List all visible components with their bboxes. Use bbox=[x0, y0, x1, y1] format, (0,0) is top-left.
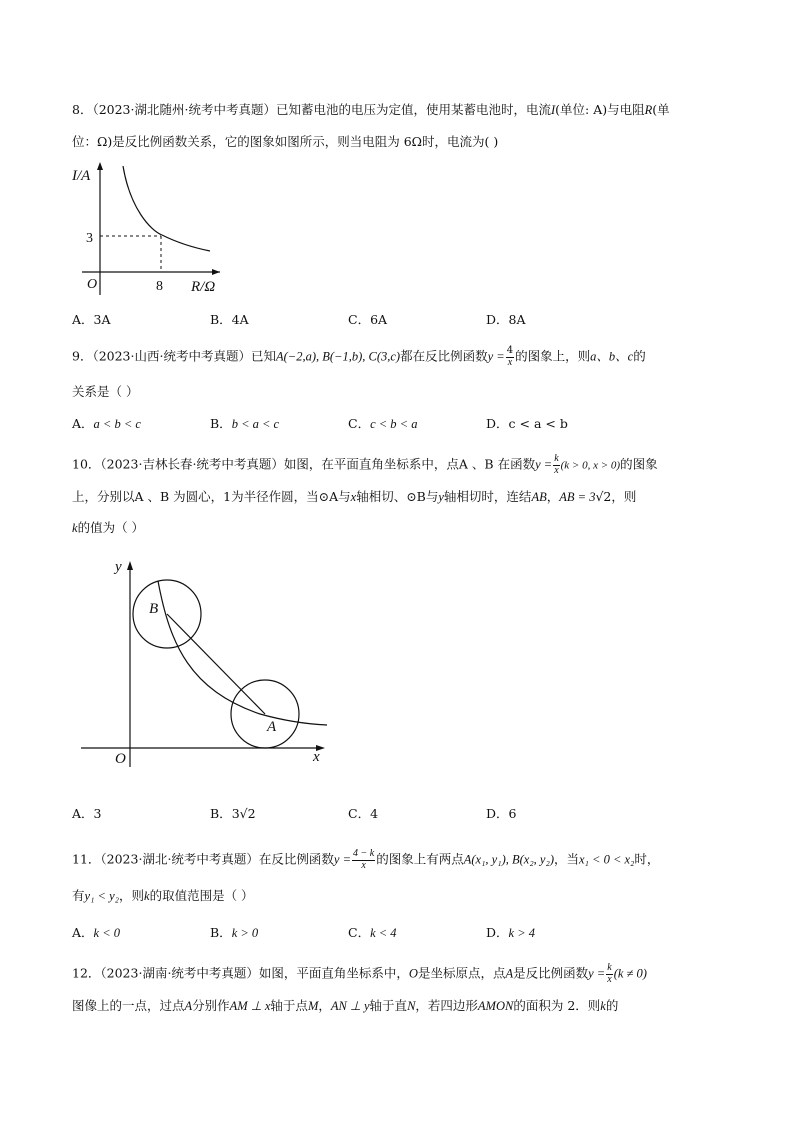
q11-option-c[interactable]: C．k < 4 bbox=[348, 925, 397, 940]
q10-xlabel: x bbox=[313, 749, 320, 765]
q10-fraction: $\frac{k}{x}$ bbox=[554, 453, 559, 476]
q8-ytick: 3 bbox=[86, 231, 93, 246]
q9-option-c[interactable]: C．c < b < a bbox=[348, 416, 418, 431]
q9-stem-line1: 9．（2023·山西·统考中考真题）已知A(−2,a), B(−1,b), C(3,c)都在反比例函数y = $\frac{4}{x}$ 的图象上，则a、b、c的 bbox=[72, 345, 646, 368]
q9-option-d[interactable]: D．c < a < b bbox=[486, 416, 568, 431]
q10-ylabel: y bbox=[115, 559, 122, 575]
q11-option-d[interactable]: D．k > 4 bbox=[486, 925, 536, 940]
q8-stem-line2: 位：Ω)是反比例函数关系，它的图象如图所示，则当电阻为 6Ω时，电流为( ) bbox=[72, 134, 499, 149]
q11-option-a[interactable]: A．k < 0 bbox=[72, 925, 121, 940]
q8-xlabel: R/Ω bbox=[191, 279, 216, 295]
q11-stem-line2: 有y₁ < y₂，则k的取值范围是（ ） bbox=[72, 888, 254, 903]
q8-graph bbox=[70, 160, 230, 300]
q10-stem-line1: 10．（2023·吉林长春·统考中考真题）如图，在平面直角坐标系中，点A 、B 在函数y = $\frac{k}{x}$ (k > 0, x > 0)的图象 bbox=[72, 453, 658, 476]
q9-option-a[interactable]: A．a < b < c bbox=[72, 416, 141, 431]
q10-graph bbox=[75, 555, 335, 770]
q10-point-a: A bbox=[267, 719, 277, 735]
q8-xtick: 8 bbox=[156, 279, 163, 294]
q10-origin: O bbox=[115, 751, 126, 767]
q8-option-c[interactable]: C．6A bbox=[348, 312, 388, 327]
q9-option-b[interactable]: B．b < a < c bbox=[210, 416, 280, 431]
q12-stem-line1: 12．（2023·湖南·统考中考真题）如图，平面直角坐标系中，O是坐标原点，点A是反比例函数y = $\frac{k}{x}$ (k ≠ 0) bbox=[72, 962, 647, 985]
q11-option-b[interactable]: B．k > 0 bbox=[210, 925, 259, 940]
q12-fraction: $\frac{k}{x}$ bbox=[607, 962, 612, 985]
q8-option-a[interactable]: A．3A bbox=[72, 312, 111, 327]
q11-fraction: $\frac{4 - k}{x}$ bbox=[353, 848, 375, 871]
q10-option-d[interactable]: D．6 bbox=[486, 806, 517, 821]
q10-stem-line3: k的值为（ ） bbox=[72, 520, 145, 535]
q9-fraction: $\frac{4}{x}$ bbox=[506, 345, 514, 368]
q10-option-c[interactable]: C．4 bbox=[348, 806, 379, 821]
q11-stem-line1: 11．（2023·湖北·统考中考真题）在反比例函数y = $\frac{4 - k}{x}$ 的图象上有两点A(x₁, y₁), B(x₂, y₂)，当x₁ < 0 < x₂时， bbox=[72, 848, 660, 871]
q12-stem-line2: 图像上的一点，过点A分别作AM ⊥ x轴于点M，AN ⊥ y轴于直N，若四边形AMON的面积为 2．则k的 bbox=[72, 998, 619, 1013]
q10-option-a[interactable]: A．3 bbox=[72, 806, 102, 821]
q8-option-b[interactable]: B．4A bbox=[210, 312, 249, 327]
q8-origin: O bbox=[87, 277, 98, 292]
q10-point-b: B bbox=[149, 601, 159, 617]
q10-stem-line2: 上，分别以A 、B 为圆心，1为半径作圆，当⊙A与x轴相切、⊙B与y轴相切时，连结AB，AB = 3√2，则 bbox=[72, 489, 637, 504]
q9-stem-line2: 关系是（ ） bbox=[72, 384, 139, 399]
q8-ylabel: I/A bbox=[72, 168, 91, 184]
q8-stem-line1: 8．（2023·湖北随州·统考中考真题）已知蓄电池的电压为定值，使用某蓄电池时，电流I(单位: A)与电阻R(单 bbox=[72, 102, 670, 117]
q8-option-d[interactable]: D．8A bbox=[486, 312, 526, 327]
q10-option-b[interactable]: B．3√2 bbox=[210, 806, 256, 821]
